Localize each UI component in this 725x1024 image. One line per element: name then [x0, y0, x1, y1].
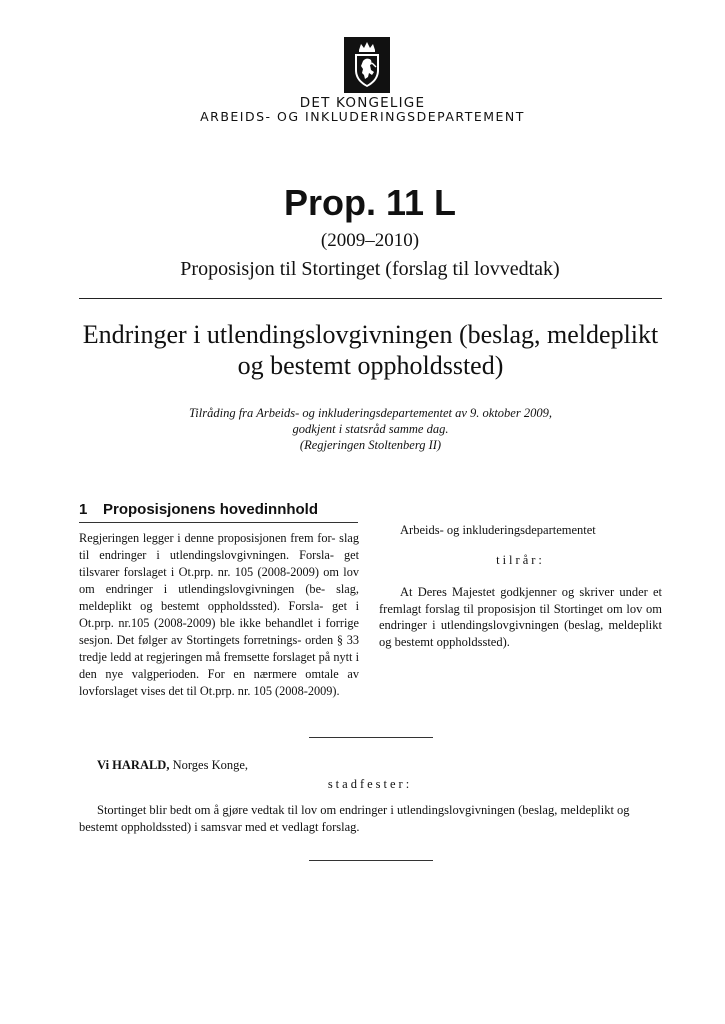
recommendation-line1: Tilråding fra Arbeids- og inkluderingsdepartementet av 9. oktober 2009, [189, 406, 552, 420]
recommendation-block [79, 405, 662, 453]
proposition-type: Proposisjon til Stortinget (forslag til lovvedtak) [180, 258, 560, 280]
section-title: Proposisjonens hovedinnhold [103, 501, 319, 518]
tilraar-label: tilrår: [496, 553, 545, 567]
session-years: (2009–2010) [320, 230, 420, 251]
section-number: 1 [79, 501, 88, 518]
prop-number-title: Prop. 11 L [283, 182, 457, 223]
top-divider [79, 298, 662, 299]
recommendation-line2: godkjent i statsråd samme dag. [292, 422, 449, 436]
department-name-line1: DET KONGELIGE [299, 95, 426, 111]
recommendation-body-text: At Deres Majestet godkjenner og skriver under et fremlagt forslag til proposisjon til Stortinget om lov om endringer i utlendingslovgivningen (beslag, meldeplikt og bestemt oppholdssted). [379, 585, 662, 649]
section-body-text: Regjeringen legger i denne proposisjonen frem for- slag til endringer i utlendingslovgivningen. Forsla- get tilsvarer forslaget i Ot.prp. nr. 105 (2008-2009) om lov om endringer i utlendingslovgivningen (be- slag, meldeplikt og bestemt oppholdssted). Forsla- get i Ot.prp. nr.105 (2008-2009) ble ikke behandlet i forrige sesjon. Det følger av Stortingets forretnings- orden § 33 tredje ledd at regjeringen må fremsette forslaget på nytt i den nye valgperioden. For en nærmere omtale av lovforslaget vises det til Ot.prp. nr. 105 (2008-2009). [79, 531, 359, 698]
king-title: Norges Konge, [169, 758, 249, 772]
department-name-line2: ARBEIDS- OG INKLUDERINGSDEPARTEMENT [200, 109, 525, 124]
decree-divider-bottom [309, 860, 433, 861]
king-line [97, 758, 248, 773]
main-title: Endringer i utlendingslovgivningen (beslag, meldeplikt og bestemt oppholdssted) [82, 320, 659, 380]
decree-text: Stortinget blir bedt om å gjøre vedtak til lov om endringer i utlendingslovgivningen (beslag, meldeplikt og bestemt oppholdssted) i samsvar med et vedlagt forslag. [79, 803, 630, 834]
king-name: Vi HARALD, [97, 758, 170, 772]
stadfester-label: stadfester: [327, 777, 413, 791]
recommending-department: Arbeids- og inkluderingsdepartementet [400, 523, 596, 537]
recommendation-line3: (Regjeringen Stoltenberg II) [299, 438, 442, 452]
section-heading [79, 501, 318, 518]
section-divider [79, 522, 358, 523]
coat-of-arms-logo [344, 37, 390, 93]
decree-divider-top [309, 737, 433, 738]
